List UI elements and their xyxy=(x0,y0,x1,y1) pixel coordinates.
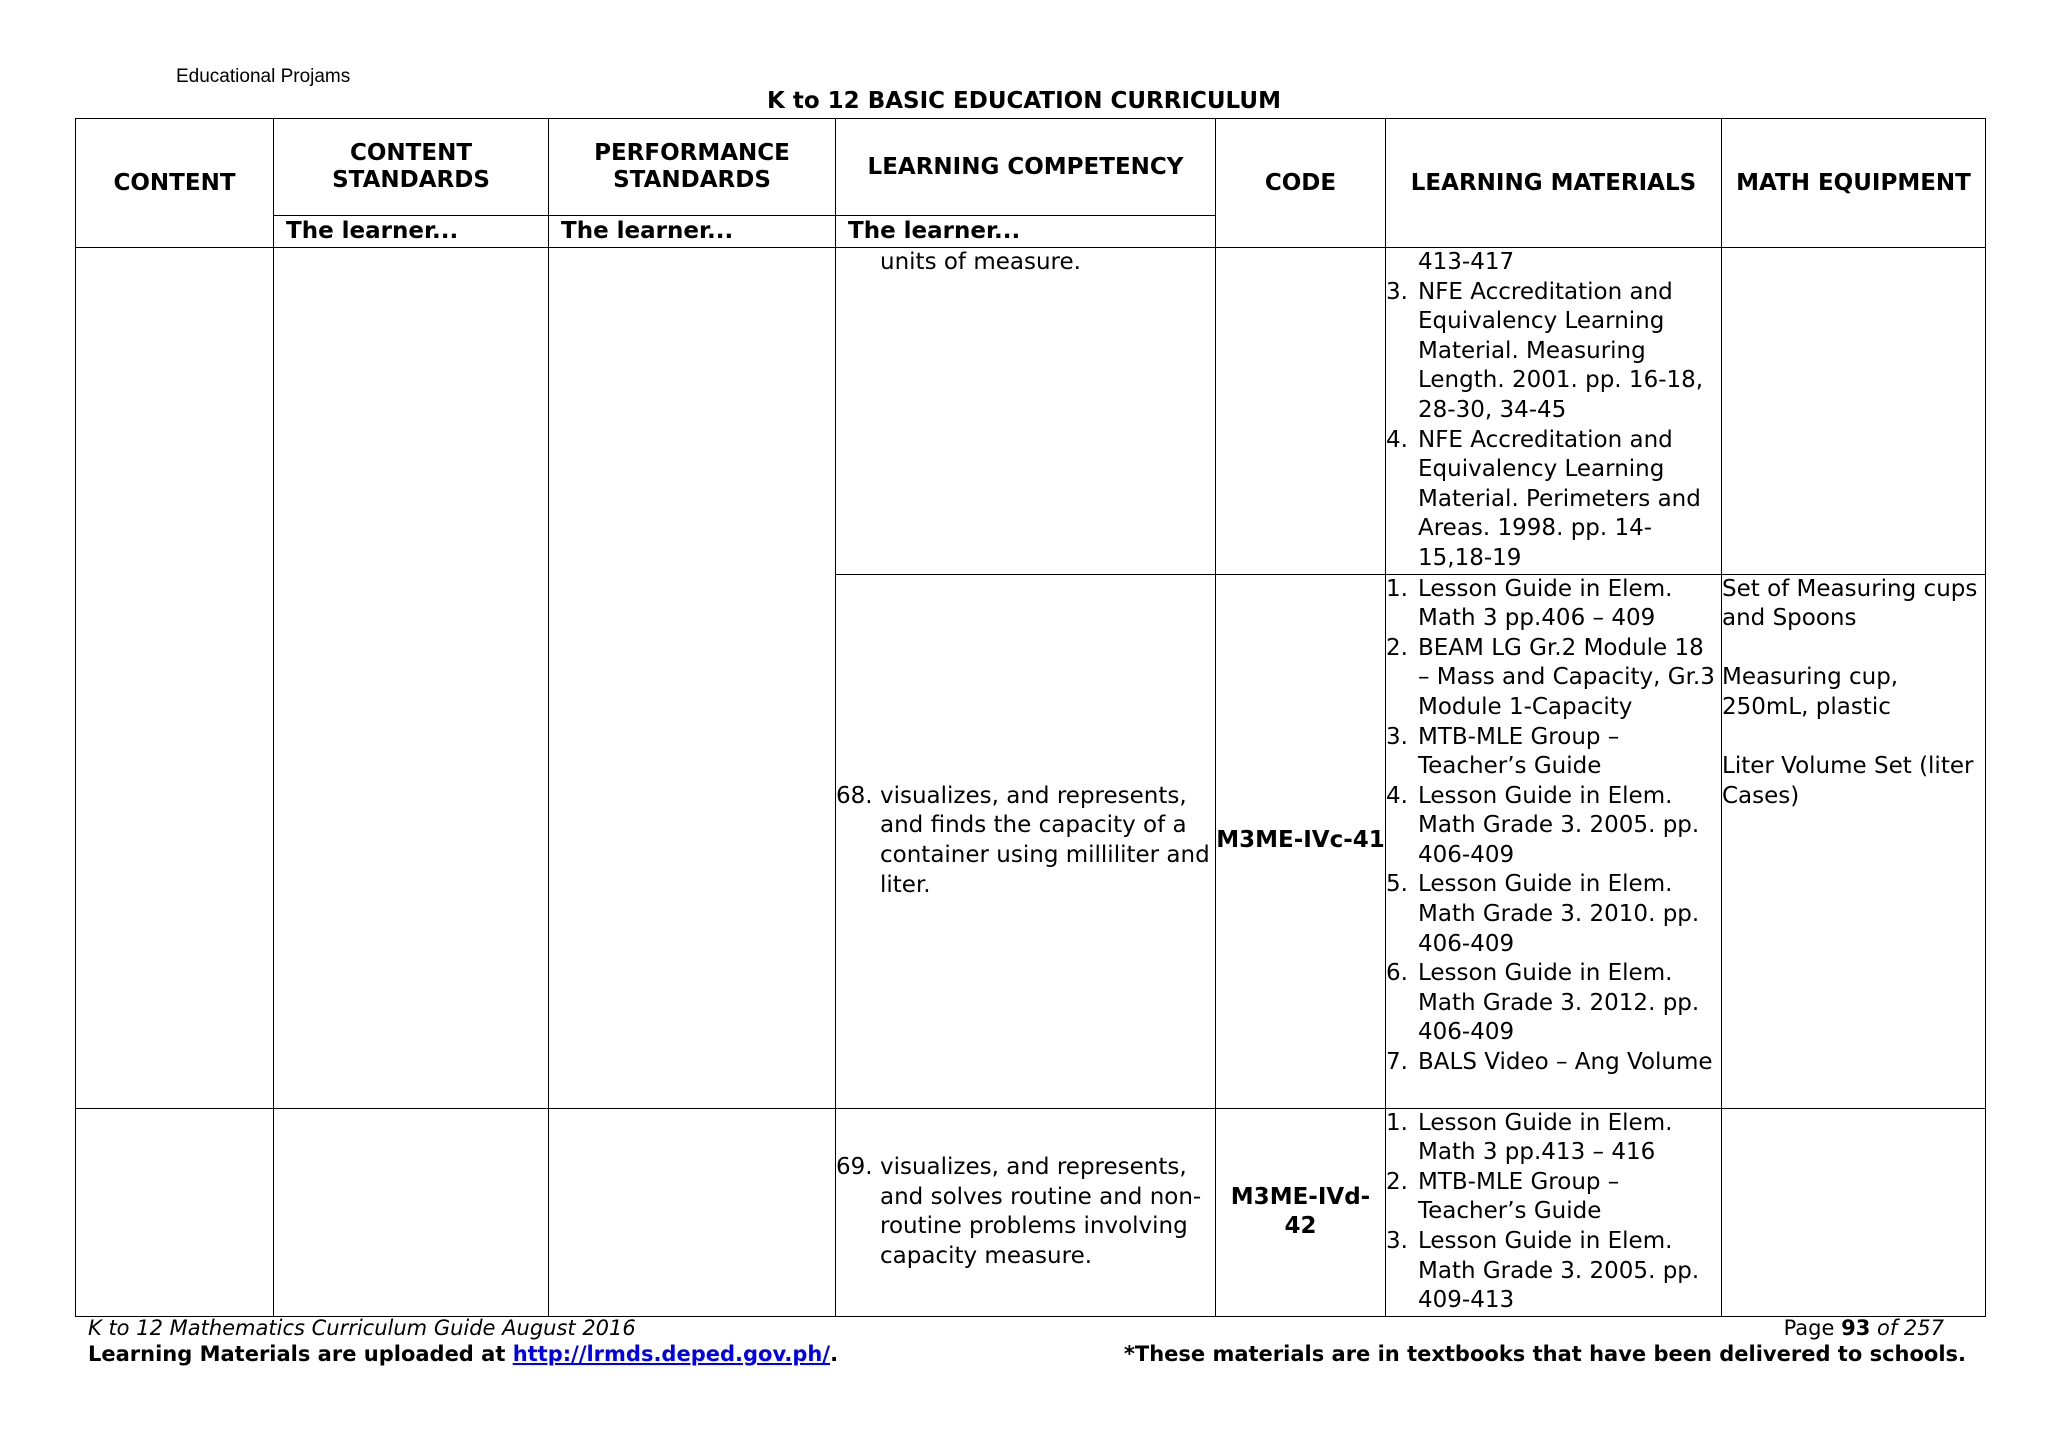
performance-standards-cell xyxy=(549,248,836,1109)
material-item: 2. BEAM LG Gr.2 Module 18 – Mass and Capacity, Gr.3 Module 1-Capacity xyxy=(1386,634,1715,720)
material-item-continued: 413-417 xyxy=(1418,249,1515,275)
header-code: CODE xyxy=(1216,119,1386,248)
subheader-learner: The learner... xyxy=(274,216,549,248)
subheader-learner: The learner... xyxy=(549,216,836,248)
header-learning-competency: LEARNING COMPETENCY xyxy=(836,119,1216,216)
material-item: 4. Lesson Guide in Elem. Math Grade 3. 2005. pp. 406-409 xyxy=(1386,782,1700,868)
competency-cell xyxy=(836,1108,1216,1316)
table-row xyxy=(76,248,1986,575)
header-content-standards: CONTENT STANDARDS xyxy=(274,119,549,216)
equipment-item: Liter Volume Set (liter Cases) xyxy=(1722,753,1974,809)
header-performance-standards: PERFORMANCE STANDARDS xyxy=(549,119,836,216)
footer-guide-title: K to 12 Mathematics Curriculum Guide August 2016 xyxy=(88,1316,636,1340)
header-content: CONTENT xyxy=(76,119,274,248)
equipment-cell xyxy=(1722,574,1986,1108)
material-item: 3. NFE Accreditation and Equivalency Learning Material. Measuring Length. 2001. pp. 16-18, 28-30, 34-45 xyxy=(1386,278,1704,423)
code-cell xyxy=(1216,248,1386,575)
materials-cell xyxy=(1386,1108,1722,1316)
content-standards-cell xyxy=(274,248,549,1109)
header-math-equipment: MATH EQUIPMENT xyxy=(1722,119,1986,248)
competency-text: visualizes, and represents, and solves routine and non-routine problems involving capacity measure. xyxy=(880,1153,1202,1269)
equipment-cell xyxy=(1722,1108,1986,1316)
performance-standards-cell xyxy=(549,1108,836,1316)
materials-cell xyxy=(1386,248,1722,575)
footer-upload-note: Learning Materials are uploaded at http://lrmds.deped.gov.ph/. xyxy=(88,1342,839,1366)
materials-cell xyxy=(1386,574,1722,1108)
watermark-text: Educational Projams xyxy=(176,66,351,87)
table-row xyxy=(76,1108,1986,1316)
material-item: 1. Lesson Guide in Elem. Math 3 pp.413 – 416 xyxy=(1386,1109,1673,1166)
competency-number: 69. xyxy=(836,1153,873,1180)
lrmds-link[interactable]: http://lrmds.deped.gov.ph/ xyxy=(512,1342,831,1366)
material-item: 6. Lesson Guide in Elem. Math Grade 3. 2012. pp. 406-409 xyxy=(1386,960,1700,1046)
material-item: 7. BALS Video – Ang Volume xyxy=(1386,1049,1713,1076)
equipment-item: Measuring cup, 250mL, plastic xyxy=(1722,664,1899,720)
competency-text: visualizes, and represents, and finds the capacity of a container using milliliter and liter. xyxy=(880,782,1210,898)
material-item: 4. NFE Accreditation and Equivalency Learning Material. Perimeters and Areas. 1998. pp. 14-15,18-19 xyxy=(1386,426,1701,571)
material-item: 3. MTB-MLE Group – Teacher’s Guide xyxy=(1386,723,1620,780)
material-item: 5. Lesson Guide in Elem. Math Grade 3. 2010. pp. 406-409 xyxy=(1386,871,1700,957)
material-item: 1. Lesson Guide in Elem. Math 3 pp.406 – 409 xyxy=(1386,575,1673,632)
page-number: Page 93 of 257 xyxy=(1783,1316,1944,1340)
curriculum-table xyxy=(75,118,1986,1317)
competency-cell xyxy=(836,574,1216,1108)
competency-cell xyxy=(836,248,1216,575)
subheader-learner: The learner... xyxy=(836,216,1216,248)
code-cell: M3ME-IVc-41 xyxy=(1216,574,1386,1108)
content-cell xyxy=(76,248,274,1109)
competency-number: 68. xyxy=(836,782,873,809)
equipment-cell xyxy=(1722,248,1986,575)
footer-textbook-note: *These materials are in textbooks that have been delivered to schools. xyxy=(1123,1342,1966,1366)
equipment-item: Set of Measuring cups and Spoons xyxy=(1722,575,1978,632)
content-standards-cell xyxy=(274,1108,549,1316)
header-learning-materials: LEARNING MATERIALS xyxy=(1386,119,1722,248)
code-cell: M3ME-IVd-42 xyxy=(1216,1108,1386,1316)
competency-continued-text: units of measure. xyxy=(880,249,1081,275)
material-item: 2. MTB-MLE Group – Teacher’s Guide xyxy=(1386,1168,1620,1225)
material-item: 3. Lesson Guide in Elem. Math Grade 3. 2005. pp. 409-413 xyxy=(1386,1227,1700,1314)
content-cell xyxy=(76,1108,274,1316)
document-title: K to 12 BASIC EDUCATION CURRICULUM xyxy=(767,88,1281,114)
